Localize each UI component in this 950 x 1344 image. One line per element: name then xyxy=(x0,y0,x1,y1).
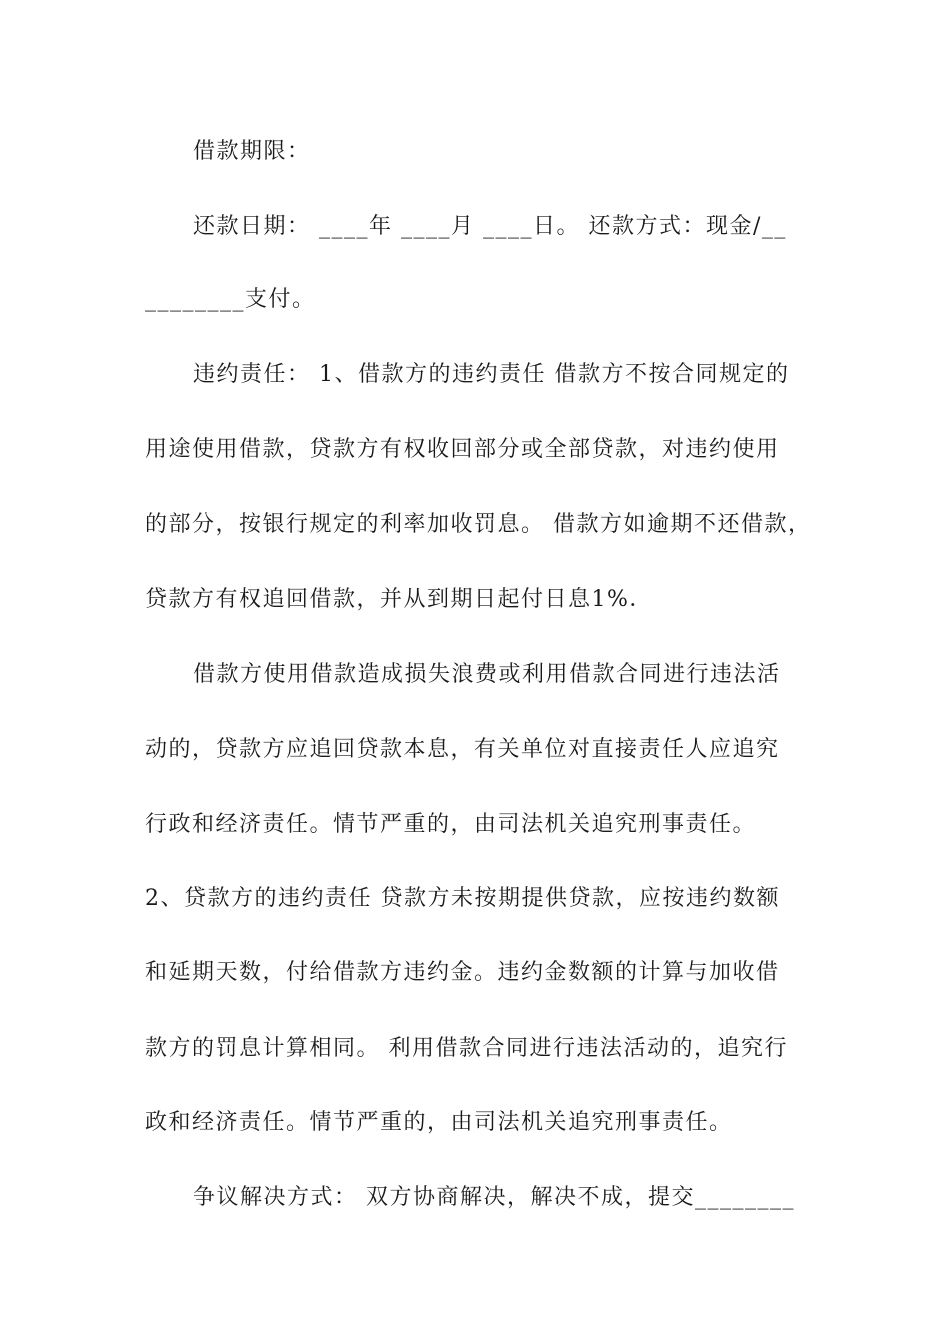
paragraph-line: 款方的罚息计算相同。 利用借款合同进行违法活动的，追究行 xyxy=(145,1036,788,1061)
paragraph-line: 政和经济责任。情节严重的，由司法机关追究刑事责任。 xyxy=(145,1110,733,1135)
payment-method-line: ________支付。 xyxy=(145,287,316,312)
loan-term-line: 借款期限： xyxy=(193,139,311,164)
dispute-resolution-line: 争议解决方式： 双方协商解决，解决不成，提交________ xyxy=(193,1185,795,1210)
paragraph-line: 动的，贷款方应追回贷款本息，有关单位对直接责任人应追究 xyxy=(145,737,780,762)
repayment-date-line: 还款日期： ____年 ____月 ____日。 还款方式：现金/__ xyxy=(193,214,787,239)
paragraph-line: 和延期天数，付给借款方违约金。违约金数额的计算与加收借 xyxy=(145,960,780,985)
paragraph-line: 贷款方有权追回借款，并从到期日起付日息1%． xyxy=(145,587,653,612)
paragraph-line: 的部分，按银行规定的利率加收罚息。 借款方如逾期不还借款， xyxy=(145,512,812,537)
paragraph-line: 2、贷款方的违约责任 贷款方未按期提供贷款，应按违约数额 xyxy=(145,886,780,911)
liability-heading-line: 违约责任： 1、借款方的违约责任 借款方不按合同规定的 xyxy=(193,362,790,387)
paragraph-line: 借款方使用借款造成损失浪费或利用借款合同进行违法活 xyxy=(193,662,781,687)
paragraph-line: 行政和经济责任。情节严重的，由司法机关追究刑事责任。 xyxy=(145,812,757,837)
paragraph-line: 用途使用借款，贷款方有权收回部分或全部贷款，对违约使用 xyxy=(145,437,780,462)
